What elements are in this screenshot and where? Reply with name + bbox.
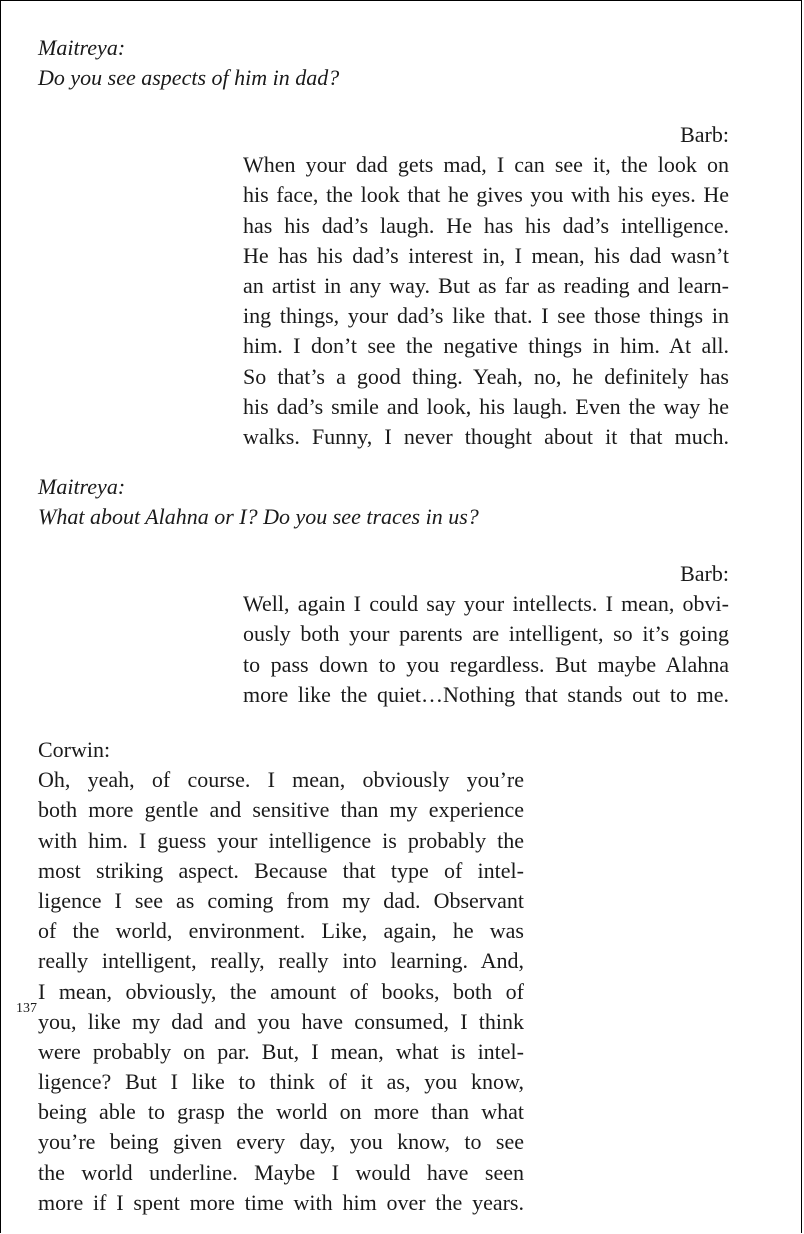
- speaker-name: Maitreya:: [38, 35, 126, 60]
- answer-line: Well, again I could say your intellects. I mean, obvi-: [243, 591, 729, 617]
- barb-answer-2: [243, 559, 729, 710]
- corwin-answer: [38, 735, 524, 1218]
- answer-line: Oh, yeah, of course. I mean, obviously you’re: [38, 767, 524, 793]
- answer-line: both more gentle and sensitive than my experience: [38, 797, 524, 823]
- answer-line: ligence I see as coming from my dad. Observant: [38, 887, 524, 913]
- maitreya-question-2: [38, 472, 598, 532]
- question-line: What about Alahna or I? Do you see traces in us?: [38, 504, 479, 530]
- answer-line: ously both your parents are intelligent, so it’s going: [243, 621, 729, 647]
- answer-line: you’re being given every day, you know, to see: [38, 1129, 524, 1155]
- answer-line: ligence? But I like to think of it as, you know,: [38, 1069, 524, 1095]
- speaker-name: Barb:: [680, 561, 729, 586]
- answer-line: being able to grasp the world on more than what: [38, 1099, 524, 1125]
- answer-line: with him. I guess your intelligence is probably the: [38, 827, 524, 853]
- answer-line: the world underline. Maybe I would have seen: [38, 1159, 524, 1185]
- answer-line: an artist in any way. But as far as reading and learn-: [243, 272, 729, 298]
- answer-line: ing things, your dad’s like that. I see those things in: [243, 303, 729, 329]
- page-number: 137: [16, 1001, 37, 1016]
- answer-line: more like the quiet…Nothing that stands out to me.: [243, 681, 729, 707]
- answer-line: his dad’s smile and look, his laugh. Even the way he: [243, 393, 729, 419]
- speaker-name: Barb:: [680, 122, 729, 147]
- answer-line: of the world, environment. Like, again, he was: [38, 918, 524, 944]
- answer-line: really intelligent, really, really into learning. And,: [38, 948, 524, 974]
- answer-line: you, like my dad and you have consumed, I think: [38, 1008, 524, 1034]
- answer-line: him. I don’t see the negative things in him. At all.: [243, 333, 729, 359]
- speaker-name: Corwin:: [38, 737, 111, 762]
- answer-line: has his dad’s laugh. He has his dad’s intelligence.: [243, 212, 729, 238]
- answer-line: When your dad gets mad, I can see it, the look on: [243, 152, 729, 178]
- answer-line: his face, the look that he gives you with his eyes. He: [243, 182, 729, 208]
- answer-line: So that’s a good thing. Yeah, no, he definitely has: [243, 363, 729, 389]
- question-line: Do you see aspects of him in dad?: [38, 65, 340, 91]
- answer-line: most striking aspect. Because that type of intel-: [38, 857, 524, 883]
- maitreya-question-1: [38, 33, 538, 93]
- barb-answer-1: [243, 120, 729, 452]
- answer-line: He has his dad’s interest in, I mean, his dad wasn’t: [243, 242, 729, 268]
- answer-line: were probably on par. But, I mean, what is intel-: [38, 1038, 524, 1064]
- answer-line: I mean, obviously, the amount of books, both of: [38, 978, 524, 1004]
- answer-line: walks. Funny, I never thought about it that much.: [243, 423, 729, 449]
- speaker-name: Maitreya:: [38, 474, 126, 499]
- answer-line: more if I spent more time with him over the years.: [38, 1189, 524, 1215]
- answer-line: to pass down to you regardless. But maybe Alahna: [243, 651, 729, 677]
